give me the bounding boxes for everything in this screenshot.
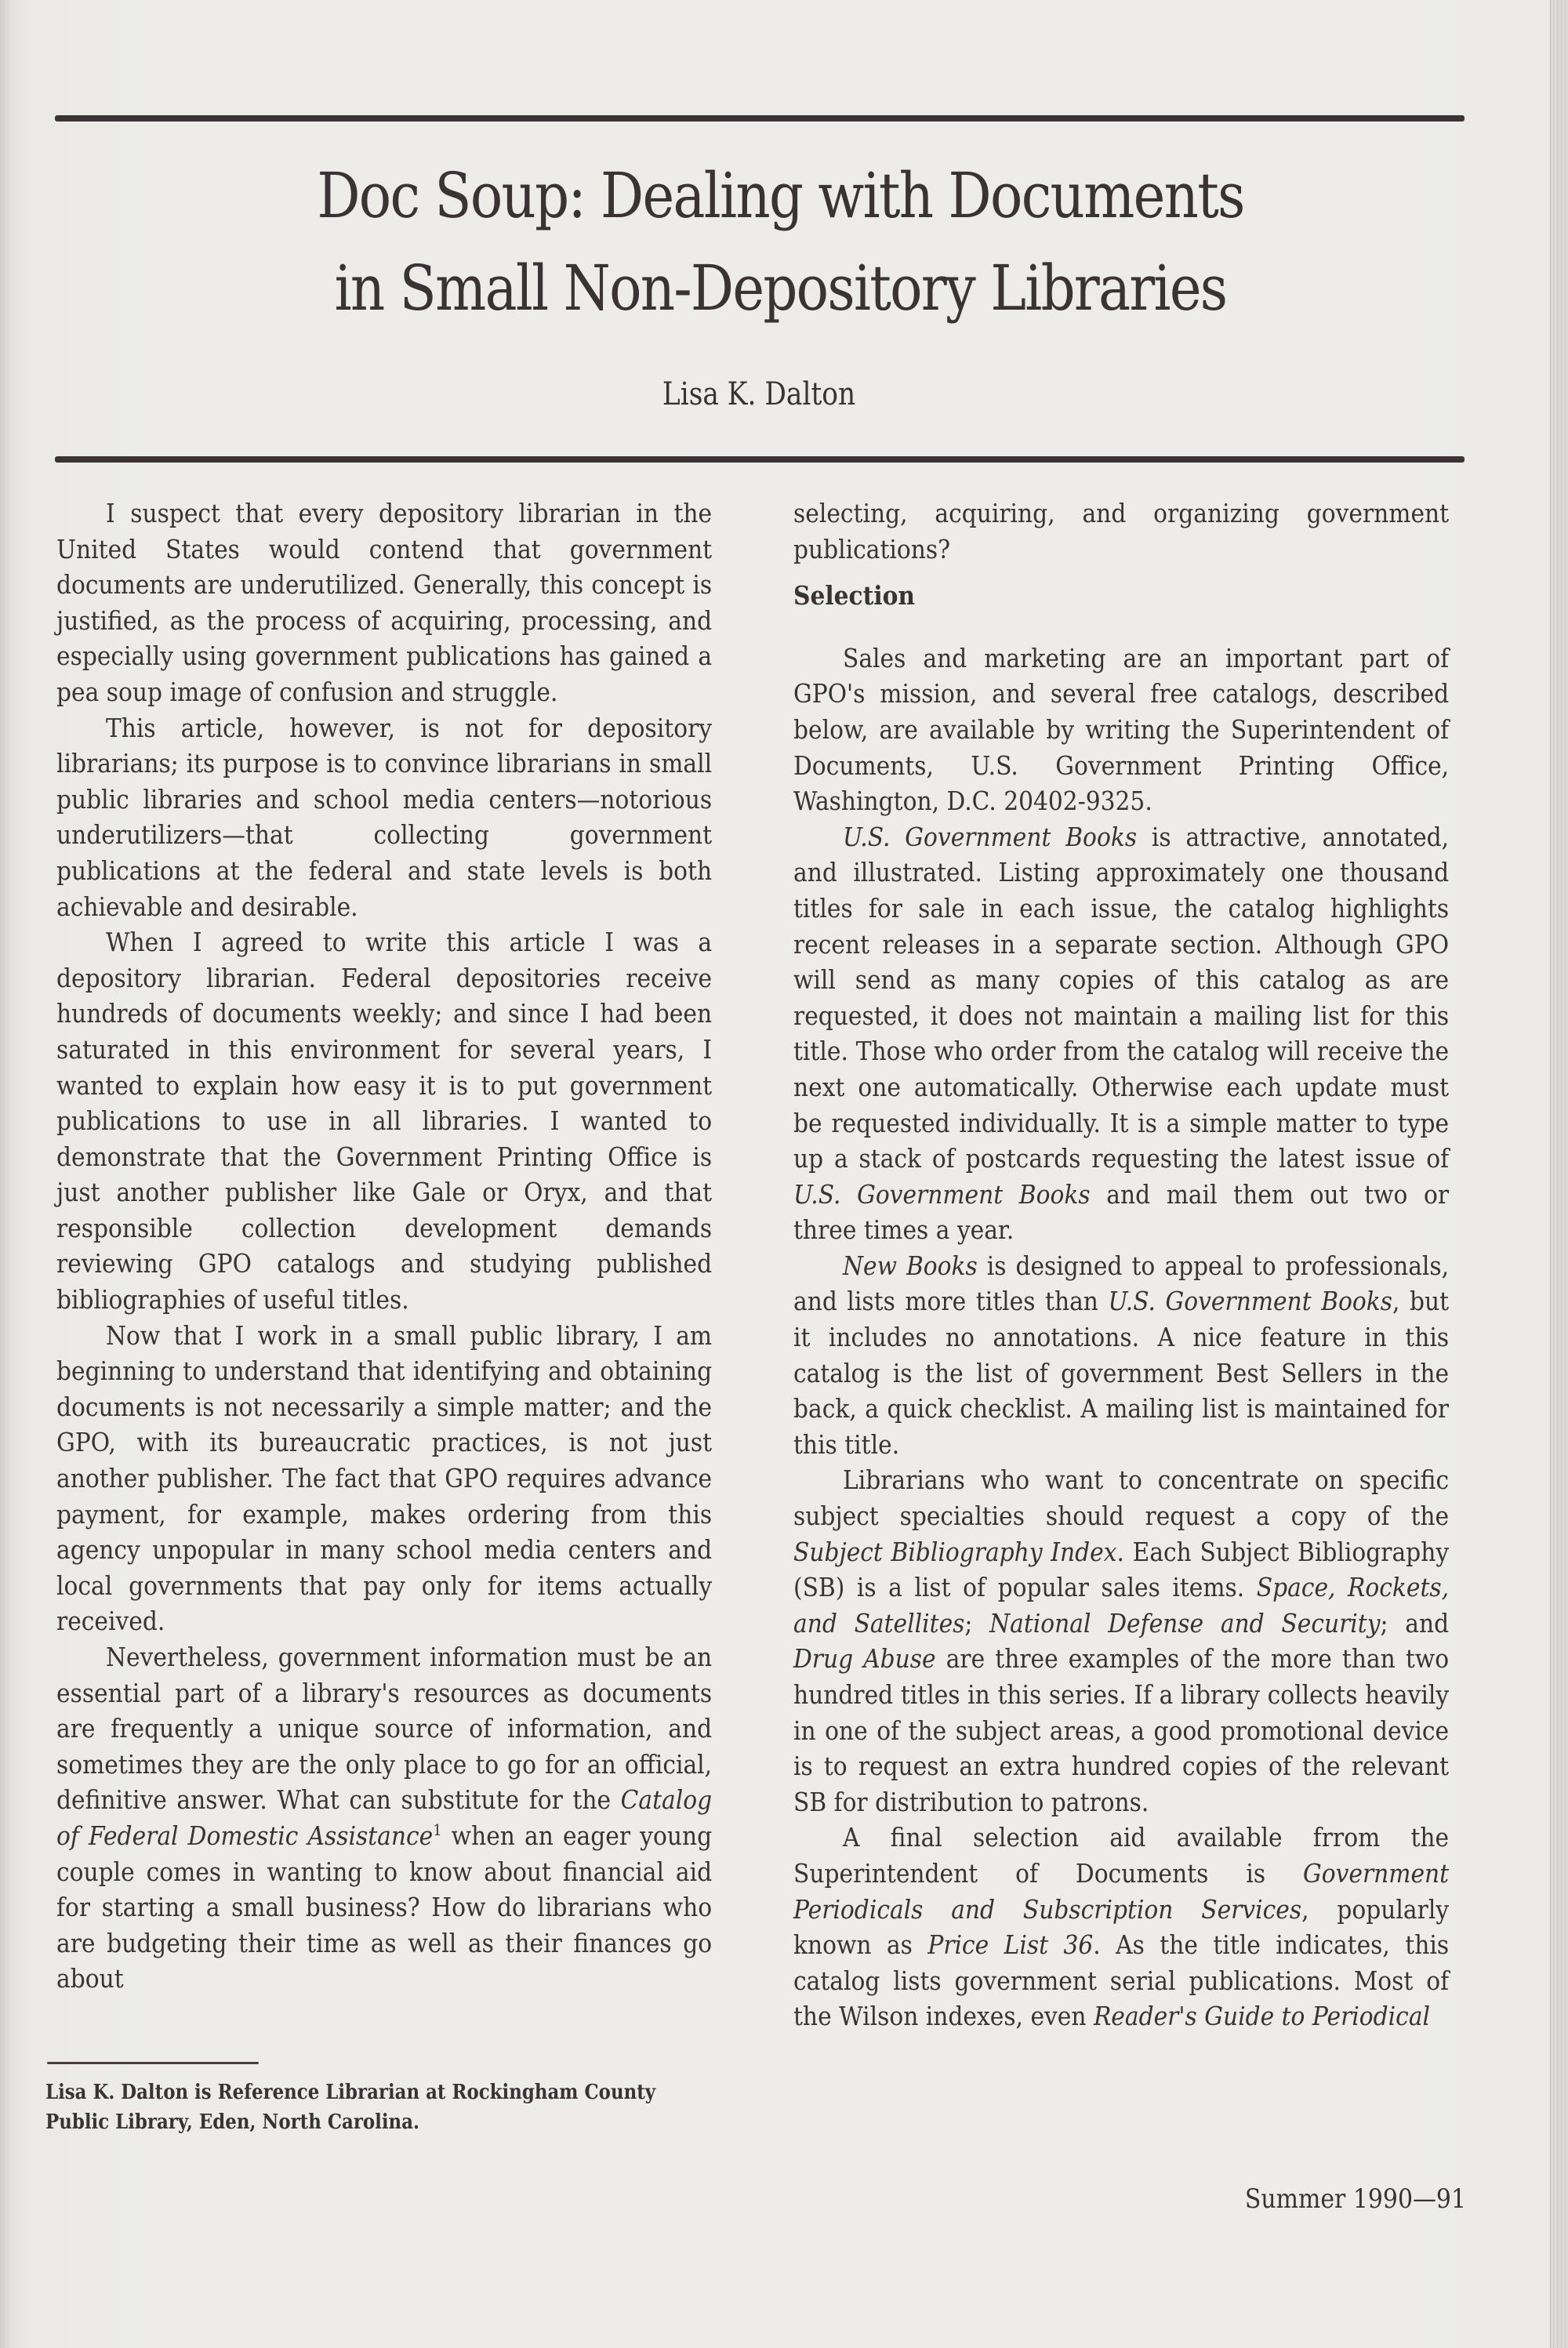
title-top-rule	[55, 115, 1465, 122]
text-run: is attractive, annotated, and illustrated. Listing approximately one thousand titles for sale in each issue, the catalog highlights recent releases in a separate section. Although GPO will send as many copies of this catalog as are requested, it does not maintain a mailing list for this title. Those who order from the catalog will receive the next one automatically. Otherwise each update must be requested individually. It is a simple matter to type up a stack of postcards requesting the latest issue of	[793, 821, 1450, 1174]
text-run: and mail them out two or three times a year.	[793, 1178, 1450, 1246]
text-run: Nevertheless, government information must be an essential part of a library's resources as documents are frequently a unique source of information, and sometimes they are the only place to go for an official, definitive answer. What can substitute for the	[56, 1642, 713, 1816]
text-run: . As the title indicates, this catalog lists government serial publications. Most of the Wilson indexes, even	[793, 1929, 1450, 2032]
cited-title: Price List 36	[927, 1929, 1094, 1961]
text-run: is designed to appeal to professionals, and lists more titles than	[793, 1250, 1450, 1317]
page-folio: Summer 1990—91	[1244, 2183, 1466, 2215]
cited-title: Reader's Guide to Periodical	[1093, 2001, 1431, 2032]
author-byline: Lisa K. Dalton	[662, 376, 856, 412]
paragraph	[793, 819, 1449, 1248]
title-bottom-rule	[55, 456, 1465, 463]
footnote-marker: 1	[433, 1820, 442, 1839]
paragraph	[793, 1248, 1449, 1463]
cited-title: Space, Rockets, and Satellites	[793, 1572, 1450, 1639]
cited-title: Government Periodicals and Subscription Services	[793, 1857, 1450, 1925]
cited-title: Subject Bibliography Index	[793, 1536, 1117, 1567]
text-run: , popularly known as	[793, 1893, 1450, 1961]
text-run: ;	[964, 1607, 990, 1639]
paragraph	[56, 1639, 712, 1997]
footnote-rule	[47, 2062, 259, 2064]
cited-title: New Books	[843, 1250, 978, 1281]
paragraph: I suspect that every depository librarian in the United States would contend that government documents are underutilized. Generally, this concept is justified, as the process of acquiring, processing, and especially using government publications has gained a pea soup image of confusion and struggle.	[56, 498, 713, 707]
paragraph: Sales and marketing are an important part of GPO's mission, and several free catalogs, described below, are available by writing the Superintendent of Documents, U.S. Government Printing Office, Washington, D.C. 20402-9325.	[793, 642, 1450, 817]
author-bio-footnote: Lisa K. Dalton is Reference Librarian at Rockingham County Public Library, Eden, North Carolina.	[45, 2081, 656, 2134]
paragraph: This article, however, is not for depository librarians; its purpose is to convince librarians in small public libraries and school media centers—notorious underutilizers—that collecting government publications at the federal and state levels is both achievable and desirable.	[56, 712, 713, 922]
text-run: ; and	[1380, 1607, 1450, 1639]
cited-title: National Defense and Security	[989, 1607, 1381, 1639]
cited-title: U.S. Government Books	[793, 1178, 1091, 1210]
binding-spine	[0, 0, 13, 2348]
page-stack-edge	[1550, 0, 1568, 2348]
cited-title: U.S. Government Books	[1108, 1286, 1393, 1317]
text-run: are three examples of the more than two hundred titles in this series. If a library collects heavily in one of the subject areas, a good promotional device is to request an extra hundred copies of the relevant SB for distribution to patrons.	[793, 1643, 1450, 1817]
cited-title: Drug Abuse	[793, 1643, 936, 1675]
left-column	[56, 495, 712, 1997]
text-run: , but it includes no annotations. A nice feature in this catalog is the list of government Best Sellers in the back, a quick checklist. A mailing list is maintained for this title.	[793, 1286, 1450, 1460]
text-run: Librarians who want to concentrate on specific subject specialties should request a copy of the	[793, 1464, 1450, 1532]
paragraph: When I agreed to write this article I was a depository librarian. Federal depositories receive hundreds of documents weekly; and since I had been saturated in this environment for several years, I wanted to explain how easy it is to put government publications to use in all libraries. I wanted to demonstrate that the Government Printing Office is just another publisher like Gale or Oryx, and that responsible collection development demands reviewing GPO catalogs and studying published bibliographies of useful titles.	[56, 927, 713, 1316]
paragraph	[793, 1820, 1449, 2034]
article-title-line-2: in Small Non-Depository Libraries	[334, 252, 1227, 325]
paragraph: Now that I work in a small public library, I am beginning to understand that identifying and obtaining documents is not necessarily a simple matter; and the GPO, with its bureaucratic practices, is not just another publisher. The fact that GPO requires advance payment, for example, makes ordering from this agency unpopular in many school media centers and local governments that pay only for items actually received.	[56, 1319, 713, 1637]
paragraph	[793, 1462, 1449, 1820]
section-heading-selection: Selection	[793, 580, 916, 611]
text-run: when an eager young couple comes in wanting to know about financial aid for starting a small business? How do librarians who are budgeting their time as well as their finances go about	[56, 1820, 713, 1994]
paragraph-continuation: selecting, acquiring, and organizing government publications?	[793, 498, 1450, 564]
text-run: . Each Subject Bibliography (SB) is a list of popular sales items.	[793, 1536, 1450, 1603]
article-title-line-1: Doc Soup: Dealing with Documents	[317, 159, 1244, 232]
cited-title: Catalog of Federal Domestic Assistance	[56, 1784, 713, 1851]
right-column	[793, 495, 1449, 2034]
text-run: A final selection aid available frrom the Superintendent of Documents is	[793, 1822, 1450, 1889]
cited-title: U.S. Government Books	[843, 821, 1138, 852]
